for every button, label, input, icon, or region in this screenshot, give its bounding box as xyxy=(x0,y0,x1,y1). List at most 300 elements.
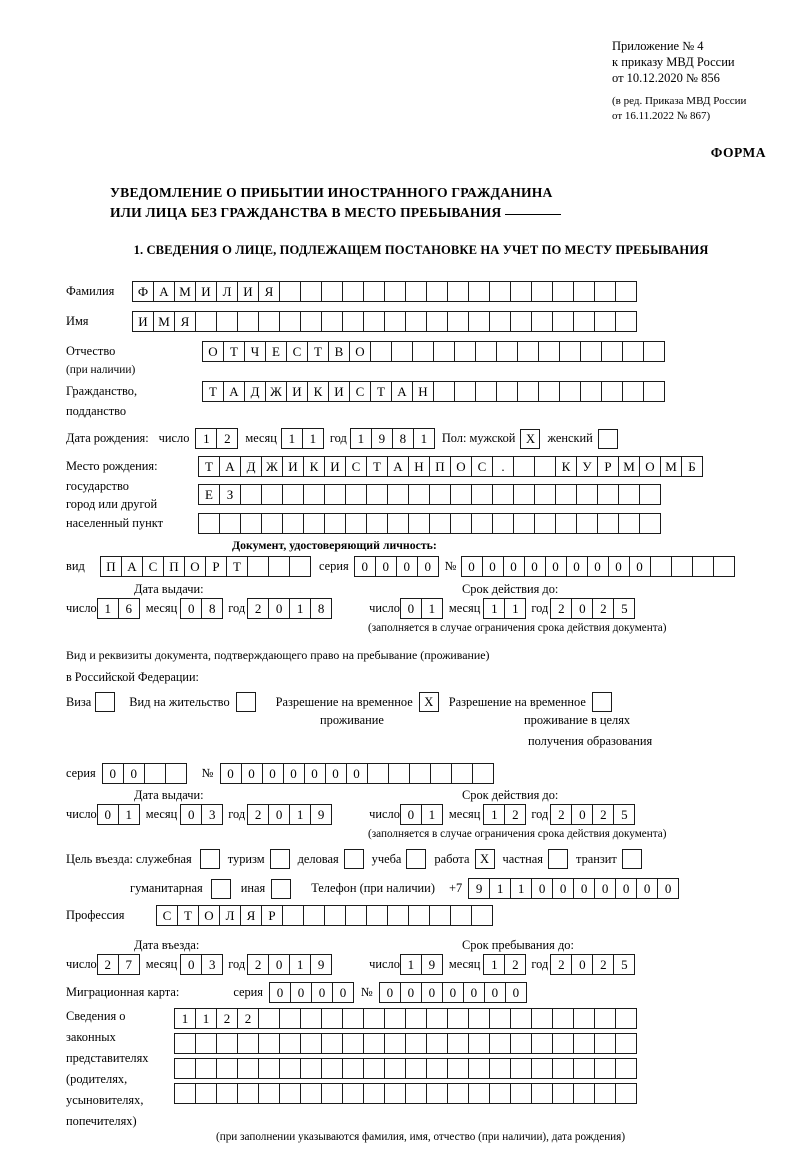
char-cell[interactable] xyxy=(237,1058,259,1079)
char-cell[interactable]: Ф xyxy=(132,281,154,302)
char-cell[interactable] xyxy=(384,311,406,332)
char-cell[interactable] xyxy=(450,905,472,926)
char-cell[interactable] xyxy=(489,1033,511,1054)
char-cell[interactable] xyxy=(468,1058,490,1079)
char-cell[interactable]: 0 xyxy=(573,878,595,899)
char-cell[interactable] xyxy=(405,1008,427,1029)
char-cell[interactable]: 2 xyxy=(97,954,119,975)
char-cell[interactable]: 0 xyxy=(268,804,290,825)
char-cell[interactable] xyxy=(552,1058,574,1079)
char-cell[interactable]: 0 xyxy=(180,954,202,975)
char-cell[interactable] xyxy=(615,311,637,332)
char-cell[interactable]: Д xyxy=(244,381,266,402)
char-cell[interactable] xyxy=(513,484,535,505)
char-cell[interactable] xyxy=(174,1058,196,1079)
purpose-humanitarian-checkbox[interactable] xyxy=(211,879,231,899)
char-cell[interactable] xyxy=(615,1008,637,1029)
char-cell[interactable] xyxy=(195,1033,217,1054)
char-cell[interactable]: Т xyxy=(198,456,220,477)
char-cell[interactable]: И xyxy=(324,456,346,477)
char-cell[interactable] xyxy=(261,484,283,505)
char-cell[interactable]: 0 xyxy=(283,763,305,784)
char-cell[interactable]: 0 xyxy=(220,763,242,784)
char-cell[interactable]: 0 xyxy=(552,878,574,899)
char-cell[interactable] xyxy=(447,1058,469,1079)
char-cell[interactable] xyxy=(321,1058,343,1079)
char-cell[interactable]: А xyxy=(121,556,143,577)
char-cell[interactable] xyxy=(510,1083,532,1104)
char-cell[interactable] xyxy=(216,1033,238,1054)
legal-rep-input-line4[interactable] xyxy=(174,1083,636,1104)
char-cell[interactable]: Р xyxy=(261,905,283,926)
char-cell[interactable]: 0 xyxy=(629,556,651,577)
purpose-tourism-checkbox[interactable] xyxy=(270,849,290,869)
char-cell[interactable]: 0 xyxy=(346,763,368,784)
char-cell[interactable]: 2 xyxy=(216,1008,238,1029)
char-cell[interactable] xyxy=(387,484,409,505)
char-cell[interactable] xyxy=(426,1083,448,1104)
char-cell[interactable]: М xyxy=(153,311,175,332)
char-cell[interactable] xyxy=(454,341,476,362)
char-cell[interactable] xyxy=(468,1083,490,1104)
phone-input[interactable] xyxy=(468,878,678,899)
char-cell[interactable]: К xyxy=(555,456,577,477)
char-cell[interactable] xyxy=(594,311,616,332)
doc-issue-year-input[interactable] xyxy=(247,598,331,619)
char-cell[interactable] xyxy=(174,1033,196,1054)
char-cell[interactable] xyxy=(580,341,602,362)
char-cell[interactable] xyxy=(237,1083,259,1104)
char-cell[interactable]: 0 xyxy=(269,982,291,1003)
char-cell[interactable] xyxy=(279,311,301,332)
char-cell[interactable] xyxy=(321,311,343,332)
char-cell[interactable] xyxy=(388,763,410,784)
char-cell[interactable]: Т xyxy=(307,341,329,362)
char-cell[interactable] xyxy=(300,1008,322,1029)
char-cell[interactable] xyxy=(289,556,311,577)
char-cell[interactable] xyxy=(552,1083,574,1104)
char-cell[interactable]: И xyxy=(195,281,217,302)
char-cell[interactable] xyxy=(426,1008,448,1029)
char-cell[interactable] xyxy=(261,513,283,534)
char-cell[interactable]: С xyxy=(349,381,371,402)
char-cell[interactable]: И xyxy=(132,311,154,332)
char-cell[interactable] xyxy=(345,484,367,505)
char-cell[interactable] xyxy=(384,1058,406,1079)
char-cell[interactable] xyxy=(258,1083,280,1104)
profession-input[interactable] xyxy=(156,905,492,926)
char-cell[interactable]: 1 xyxy=(504,598,526,619)
char-cell[interactable]: 2 xyxy=(550,954,572,975)
purpose-study-checkbox[interactable] xyxy=(406,849,426,869)
char-cell[interactable] xyxy=(559,341,581,362)
char-cell[interactable] xyxy=(405,1083,427,1104)
char-cell[interactable] xyxy=(615,1058,637,1079)
char-cell[interactable] xyxy=(601,341,623,362)
char-cell[interactable] xyxy=(475,381,497,402)
char-cell[interactable] xyxy=(282,905,304,926)
char-cell[interactable]: 1 xyxy=(400,954,422,975)
char-cell[interactable] xyxy=(559,381,581,402)
char-cell[interactable] xyxy=(405,311,427,332)
char-cell[interactable] xyxy=(671,556,693,577)
char-cell[interactable] xyxy=(279,281,301,302)
char-cell[interactable]: 0 xyxy=(571,804,593,825)
char-cell[interactable]: 1 xyxy=(289,954,311,975)
legal-rep-input-line2[interactable] xyxy=(174,1033,636,1054)
char-cell[interactable] xyxy=(447,311,469,332)
char-cell[interactable] xyxy=(426,281,448,302)
char-cell[interactable]: О xyxy=(450,456,472,477)
char-cell[interactable]: О xyxy=(639,456,661,477)
char-cell[interactable]: 2 xyxy=(237,1008,259,1029)
char-cell[interactable] xyxy=(576,513,598,534)
char-cell[interactable]: 2 xyxy=(247,804,269,825)
char-cell[interactable] xyxy=(450,513,472,534)
char-cell[interactable]: 0 xyxy=(375,556,397,577)
char-cell[interactable] xyxy=(342,281,364,302)
char-cell[interactable]: Т xyxy=(226,556,248,577)
char-cell[interactable] xyxy=(573,1058,595,1079)
char-cell[interactable]: 1 xyxy=(281,428,303,449)
char-cell[interactable] xyxy=(510,1008,532,1029)
char-cell[interactable]: 0 xyxy=(442,982,464,1003)
char-cell[interactable]: Р xyxy=(205,556,227,577)
birth-city-input-line3[interactable] xyxy=(198,513,660,534)
char-cell[interactable] xyxy=(258,1058,280,1079)
char-cell[interactable]: 1 xyxy=(421,804,443,825)
char-cell[interactable]: Л xyxy=(216,281,238,302)
char-cell[interactable] xyxy=(618,484,640,505)
char-cell[interactable]: Н xyxy=(412,381,434,402)
char-cell[interactable]: 0 xyxy=(304,763,326,784)
char-cell[interactable] xyxy=(258,1033,280,1054)
char-cell[interactable] xyxy=(471,905,493,926)
patronymic-input[interactable] xyxy=(202,341,664,362)
char-cell[interactable]: Е xyxy=(198,484,220,505)
char-cell[interactable]: 0 xyxy=(531,878,553,899)
char-cell[interactable] xyxy=(279,1008,301,1029)
char-cell[interactable] xyxy=(165,763,187,784)
char-cell[interactable]: М xyxy=(660,456,682,477)
birth-city-input-line2[interactable] xyxy=(198,484,660,505)
residence-permit-checkbox[interactable] xyxy=(236,692,256,712)
char-cell[interactable]: В xyxy=(328,341,350,362)
char-cell[interactable] xyxy=(451,763,473,784)
char-cell[interactable] xyxy=(387,905,409,926)
char-cell[interactable] xyxy=(144,763,166,784)
char-cell[interactable]: 0 xyxy=(545,556,567,577)
char-cell[interactable] xyxy=(240,513,262,534)
char-cell[interactable]: Т xyxy=(366,456,388,477)
char-cell[interactable] xyxy=(433,341,455,362)
char-cell[interactable]: 0 xyxy=(262,763,284,784)
doc-issue-day-input[interactable] xyxy=(97,598,139,619)
char-cell[interactable]: 0 xyxy=(123,763,145,784)
char-cell[interactable]: . xyxy=(492,456,514,477)
char-cell[interactable] xyxy=(517,381,539,402)
char-cell[interactable] xyxy=(513,456,535,477)
char-cell[interactable] xyxy=(573,1008,595,1029)
char-cell[interactable]: 0 xyxy=(636,878,658,899)
char-cell[interactable]: 2 xyxy=(550,598,572,619)
char-cell[interactable]: 9 xyxy=(371,428,393,449)
char-cell[interactable]: И xyxy=(286,381,308,402)
char-cell[interactable]: С xyxy=(471,456,493,477)
char-cell[interactable] xyxy=(489,281,511,302)
char-cell[interactable] xyxy=(601,381,623,402)
char-cell[interactable]: Ж xyxy=(265,381,287,402)
char-cell[interactable]: 9 xyxy=(421,954,443,975)
char-cell[interactable] xyxy=(555,484,577,505)
stay-issue-month-input[interactable] xyxy=(180,804,222,825)
char-cell[interactable]: 1 xyxy=(510,878,532,899)
char-cell[interactable] xyxy=(531,1033,553,1054)
char-cell[interactable] xyxy=(429,484,451,505)
char-cell[interactable] xyxy=(195,1058,217,1079)
char-cell[interactable]: С xyxy=(142,556,164,577)
doc-kind-input[interactable] xyxy=(100,556,310,577)
char-cell[interactable]: 1 xyxy=(413,428,435,449)
char-cell[interactable] xyxy=(552,311,574,332)
char-cell[interactable] xyxy=(573,281,595,302)
char-cell[interactable]: Т xyxy=(223,341,245,362)
stay-end-year-input[interactable] xyxy=(550,954,634,975)
char-cell[interactable]: Н xyxy=(408,456,430,477)
char-cell[interactable] xyxy=(531,1008,553,1029)
char-cell[interactable]: Я xyxy=(240,905,262,926)
char-cell[interactable]: 2 xyxy=(504,954,526,975)
char-cell[interactable]: 9 xyxy=(310,804,332,825)
char-cell[interactable] xyxy=(258,1008,280,1029)
stay-issue-year-input[interactable] xyxy=(247,804,331,825)
char-cell[interactable]: 0 xyxy=(325,763,347,784)
char-cell[interactable]: Ч xyxy=(244,341,266,362)
stay-valid-day-input[interactable] xyxy=(400,804,442,825)
char-cell[interactable] xyxy=(216,1083,238,1104)
char-cell[interactable]: 0 xyxy=(400,598,422,619)
char-cell[interactable] xyxy=(510,1058,532,1079)
char-cell[interactable]: 0 xyxy=(417,556,439,577)
char-cell[interactable] xyxy=(258,311,280,332)
char-cell[interactable]: 0 xyxy=(587,556,609,577)
char-cell[interactable] xyxy=(384,1033,406,1054)
char-cell[interactable]: 3 xyxy=(201,954,223,975)
char-cell[interactable] xyxy=(538,341,560,362)
char-cell[interactable]: 1 xyxy=(97,598,119,619)
char-cell[interactable]: 1 xyxy=(483,598,505,619)
char-cell[interactable] xyxy=(279,1033,301,1054)
char-cell[interactable] xyxy=(597,484,619,505)
char-cell[interactable] xyxy=(594,1008,616,1029)
char-cell[interactable] xyxy=(370,341,392,362)
char-cell[interactable]: 0 xyxy=(482,556,504,577)
char-cell[interactable]: 0 xyxy=(657,878,679,899)
char-cell[interactable]: 2 xyxy=(592,804,614,825)
char-cell[interactable]: 8 xyxy=(201,598,223,619)
char-cell[interactable] xyxy=(447,281,469,302)
char-cell[interactable] xyxy=(195,1083,217,1104)
char-cell[interactable] xyxy=(534,456,556,477)
char-cell[interactable] xyxy=(363,311,385,332)
char-cell[interactable] xyxy=(324,484,346,505)
citizenship-input[interactable] xyxy=(202,381,664,402)
char-cell[interactable]: 2 xyxy=(592,598,614,619)
char-cell[interactable]: 1 xyxy=(195,1008,217,1029)
char-cell[interactable]: 0 xyxy=(571,954,593,975)
char-cell[interactable] xyxy=(324,905,346,926)
char-cell[interactable] xyxy=(597,513,619,534)
purpose-work-checkbox[interactable]: X xyxy=(475,849,495,869)
char-cell[interactable] xyxy=(594,1058,616,1079)
char-cell[interactable] xyxy=(426,1033,448,1054)
char-cell[interactable] xyxy=(454,381,476,402)
purpose-transit-checkbox[interactable] xyxy=(622,849,642,869)
char-cell[interactable] xyxy=(618,513,640,534)
char-cell[interactable]: Д xyxy=(240,456,262,477)
char-cell[interactable] xyxy=(367,763,389,784)
purpose-private-checkbox[interactable] xyxy=(548,849,568,869)
char-cell[interactable] xyxy=(513,513,535,534)
char-cell[interactable]: 5 xyxy=(613,954,635,975)
char-cell[interactable] xyxy=(366,905,388,926)
char-cell[interactable] xyxy=(282,484,304,505)
visa-checkbox[interactable] xyxy=(95,692,115,712)
char-cell[interactable]: О xyxy=(198,905,220,926)
char-cell[interactable]: Я xyxy=(174,311,196,332)
char-cell[interactable]: 0 xyxy=(503,556,525,577)
entry-month-input[interactable] xyxy=(180,954,222,975)
char-cell[interactable]: 5 xyxy=(613,598,635,619)
stay-series-input[interactable] xyxy=(102,763,186,784)
char-cell[interactable]: А xyxy=(219,456,241,477)
char-cell[interactable]: 0 xyxy=(311,982,333,1003)
char-cell[interactable] xyxy=(405,1033,427,1054)
char-cell[interactable] xyxy=(321,1008,343,1029)
char-cell[interactable]: 2 xyxy=(550,804,572,825)
char-cell[interactable] xyxy=(573,1033,595,1054)
char-cell[interactable]: 0 xyxy=(608,556,630,577)
doc-series-input[interactable] xyxy=(354,556,438,577)
char-cell[interactable] xyxy=(489,1008,511,1029)
char-cell[interactable]: 1 xyxy=(483,804,505,825)
char-cell[interactable] xyxy=(492,513,514,534)
doc-number-input[interactable] xyxy=(461,556,734,577)
char-cell[interactable] xyxy=(531,1058,553,1079)
char-cell[interactable] xyxy=(692,556,714,577)
char-cell[interactable]: 0 xyxy=(400,982,422,1003)
char-cell[interactable] xyxy=(303,905,325,926)
char-cell[interactable] xyxy=(321,1083,343,1104)
char-cell[interactable]: К xyxy=(303,456,325,477)
char-cell[interactable]: П xyxy=(100,556,122,577)
char-cell[interactable] xyxy=(387,513,409,534)
char-cell[interactable] xyxy=(447,1008,469,1029)
char-cell[interactable]: 2 xyxy=(247,598,269,619)
char-cell[interactable]: 0 xyxy=(484,982,506,1003)
char-cell[interactable] xyxy=(447,1083,469,1104)
char-cell[interactable]: К xyxy=(307,381,329,402)
char-cell[interactable]: О xyxy=(184,556,206,577)
char-cell[interactable]: 0 xyxy=(379,982,401,1003)
char-cell[interactable]: 3 xyxy=(201,804,223,825)
char-cell[interactable] xyxy=(713,556,735,577)
char-cell[interactable] xyxy=(489,1083,511,1104)
char-cell[interactable] xyxy=(615,281,637,302)
sex-female-checkbox[interactable] xyxy=(598,429,618,449)
char-cell[interactable]: 0 xyxy=(400,804,422,825)
char-cell[interactable] xyxy=(430,763,452,784)
char-cell[interactable] xyxy=(363,281,385,302)
char-cell[interactable]: 0 xyxy=(615,878,637,899)
char-cell[interactable] xyxy=(363,1008,385,1029)
char-cell[interactable] xyxy=(303,513,325,534)
char-cell[interactable]: 0 xyxy=(524,556,546,577)
stay-issue-day-input[interactable] xyxy=(97,804,139,825)
char-cell[interactable]: М xyxy=(618,456,640,477)
char-cell[interactable] xyxy=(468,1033,490,1054)
char-cell[interactable] xyxy=(300,1033,322,1054)
char-cell[interactable]: 7 xyxy=(118,954,140,975)
char-cell[interactable] xyxy=(366,513,388,534)
char-cell[interactable] xyxy=(324,513,346,534)
char-cell[interactable]: О xyxy=(202,341,224,362)
char-cell[interactable]: П xyxy=(429,456,451,477)
char-cell[interactable] xyxy=(216,1058,238,1079)
char-cell[interactable] xyxy=(300,311,322,332)
char-cell[interactable] xyxy=(426,1058,448,1079)
char-cell[interactable] xyxy=(342,1083,364,1104)
char-cell[interactable] xyxy=(408,905,430,926)
char-cell[interactable] xyxy=(384,281,406,302)
char-cell[interactable] xyxy=(366,484,388,505)
char-cell[interactable]: С xyxy=(156,905,178,926)
char-cell[interactable]: 1 xyxy=(302,428,324,449)
char-cell[interactable] xyxy=(643,341,665,362)
doc-issue-month-input[interactable] xyxy=(180,598,222,619)
char-cell[interactable]: Т xyxy=(370,381,392,402)
char-cell[interactable]: 0 xyxy=(241,763,263,784)
char-cell[interactable] xyxy=(216,311,238,332)
char-cell[interactable] xyxy=(594,1033,616,1054)
char-cell[interactable]: 2 xyxy=(247,954,269,975)
char-cell[interactable] xyxy=(429,905,451,926)
char-cell[interactable] xyxy=(496,341,518,362)
char-cell[interactable] xyxy=(622,381,644,402)
char-cell[interactable]: 1 xyxy=(483,954,505,975)
char-cell[interactable] xyxy=(555,513,577,534)
char-cell[interactable]: С xyxy=(345,456,367,477)
edu-residence-checkbox[interactable] xyxy=(592,692,612,712)
char-cell[interactable]: 0 xyxy=(180,804,202,825)
char-cell[interactable]: 0 xyxy=(102,763,124,784)
char-cell[interactable] xyxy=(531,1083,553,1104)
char-cell[interactable]: Р xyxy=(597,456,619,477)
sex-male-checkbox[interactable]: X xyxy=(520,429,540,449)
legal-rep-input-line3[interactable] xyxy=(174,1058,636,1079)
char-cell[interactable] xyxy=(643,381,665,402)
char-cell[interactable]: 5 xyxy=(613,804,635,825)
char-cell[interactable] xyxy=(639,513,661,534)
char-cell[interactable] xyxy=(342,1033,364,1054)
char-cell[interactable]: 1 xyxy=(289,804,311,825)
char-cell[interactable] xyxy=(300,1083,322,1104)
char-cell[interactable] xyxy=(279,1083,301,1104)
char-cell[interactable] xyxy=(300,1058,322,1079)
char-cell[interactable]: 0 xyxy=(354,556,376,577)
char-cell[interactable] xyxy=(405,1058,427,1079)
char-cell[interactable] xyxy=(321,281,343,302)
